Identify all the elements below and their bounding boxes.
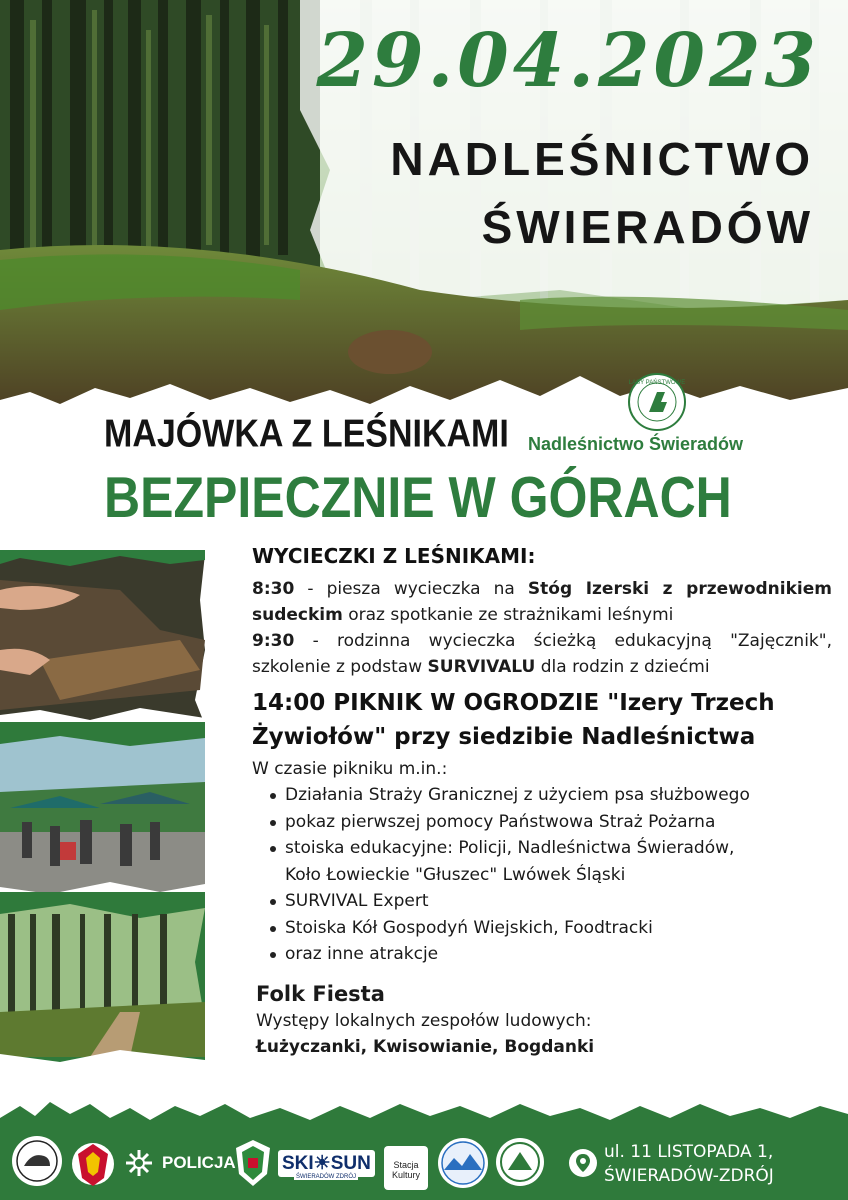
address-line2: ŚWIERADÓW-ZDRÓJ — [604, 1166, 774, 1186]
trip-2-time: 9:30 — [252, 631, 295, 651]
trip-1-text-b: oraz spotkanie ze strażnikami leśnymi — [342, 605, 674, 625]
picnic-attractions-list — [268, 782, 832, 968]
program-content — [252, 544, 832, 1060]
trip-1-bold: Stóg Izerski z przewodnikiem sudeckim — [252, 579, 832, 625]
photo-firestarting — [0, 550, 205, 725]
folk-fiesta-description: Występy lokalnych zespołów ludowych: — [256, 1010, 592, 1031]
address-line1: ul. 11 LISTOPADA 1, — [604, 1142, 774, 1162]
list-item: Stoiska Kół Gospodyń Wiejskich, Foodtracki — [268, 915, 832, 942]
sponsor-stacja-kultury: Stacja Kultury — [384, 1146, 428, 1190]
policja-star-icon — [124, 1148, 154, 1178]
lasy-panstwowe-logo-icon — [627, 372, 687, 432]
headline-majowka: MAJÓWKA Z LEŚNIKAMI — [104, 412, 509, 456]
trip-1-text-a: - piesza wycieczka na — [294, 579, 528, 599]
fire-brigade-logo-icon — [70, 1134, 116, 1190]
picnic-heading-line2: Żywiołów" przy siedzibie Nadleśnictwa — [252, 724, 756, 750]
event-address — [604, 1140, 774, 1188]
trips-heading: WYCIECZKI Z LEŚNIKAMI: — [252, 544, 536, 568]
picnic-heading — [252, 686, 832, 754]
list-item-continuation: Koło Łowieckie "Głuszec" Lwówek Śląski — [285, 864, 626, 885]
kolo-lowieckie-gluszec-logo-icon — [10, 1134, 64, 1188]
trip-2-text-b: dla rodzin z dziećmi — [535, 657, 710, 677]
event-date: 29.04.2023 — [316, 18, 820, 104]
list-item: pokaz pierwszej pomocy Państwowa Straż Pożarna — [268, 809, 832, 836]
headline-bezpiecznie: BEZPIECZNIE W GÓRACH — [104, 465, 732, 530]
list-item: Działania Straży Granicznej z użyciem psa służbowego — [268, 782, 832, 809]
folk-fiesta-bands: Łużyczanki, Kwisowianie, Bogdanki — [256, 1036, 595, 1057]
trip-2-bold: SURVIVALU — [427, 657, 536, 677]
logo-badge-text: LASY PAŃSTWOWE — [628, 380, 686, 386]
trip-item-1 — [252, 576, 832, 628]
org-title-line2: ŚWIERADÓW — [481, 201, 814, 253]
photo-forest-path — [0, 892, 205, 1064]
trip-1-time: 8:30 — [252, 579, 295, 599]
izerskie-logo-icon — [436, 1136, 490, 1190]
folk-fiesta-title: Folk Fiesta — [256, 981, 385, 1006]
sponsor-skisun: SKI☀SUN — [278, 1150, 375, 1177]
sponsor-policja: POLICJA — [162, 1153, 236, 1172]
sponsor-skisun-subtitle: ŚWIERADÓW ZDRÓJ — [296, 1174, 356, 1180]
trip-item-2 — [252, 628, 832, 680]
picnic-intro: W czasie pikniku m.in.: — [252, 759, 448, 779]
logo-caption: Nadleśnictwo Świeradów — [528, 434, 744, 454]
trip-2-text-a: - rodzinna wycieczka ścieżką edukacyjną "Zajęcznik", szkolenie z podstaw — [252, 631, 832, 677]
straz-graniczna-logo-icon — [234, 1138, 272, 1188]
list-item: stoiska edukacyjne: Policji, Nadleśnictwa Świeradów, Koło Łowieckie "Głuszec" Lwówek Śląski — [268, 835, 832, 888]
picnic-heading-line1: 14:00 PIKNIK W OGRODZIE "Izery Trzech — [252, 690, 775, 716]
survival-expert-logo-icon — [494, 1136, 546, 1188]
photo-picnic-tents — [0, 722, 205, 898]
org-title-line1: NADLEŚNICTWO — [390, 133, 814, 185]
hero-forest-photo — [0, 0, 848, 420]
list-item: SURVIVAL Expert — [268, 888, 832, 915]
list-item: oraz inne atrakcje — [268, 941, 832, 968]
location-pin-icon — [568, 1148, 598, 1178]
